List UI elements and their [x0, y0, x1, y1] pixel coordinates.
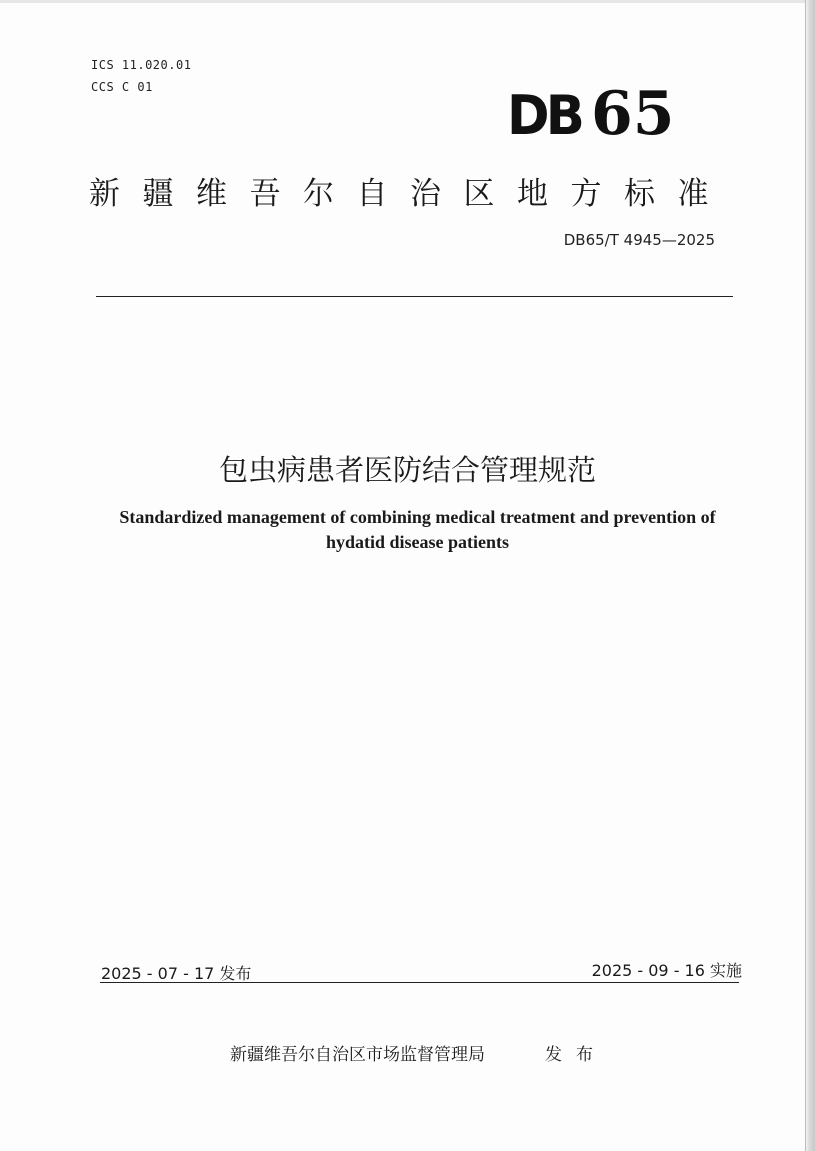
- standard-number: DB65/T 4945—2025: [563, 231, 715, 249]
- title-chinese: 包虫病患者医防结合管理规范: [218, 453, 596, 487]
- logo-number-text: 65: [590, 79, 675, 149]
- ics-code: ICS 11.020.01: [91, 58, 192, 72]
- issuing-action: 发布: [545, 1045, 607, 1065]
- title-english: Standardized management of combining medical treatment and prevention of hydatid disease patients: [119, 507, 716, 552]
- issuing-authority: 新疆维吾尔自治区市场监督管理局: [230, 1045, 485, 1065]
- logo-db-text: DB: [506, 84, 582, 147]
- ccs-code: CCS C 01: [91, 80, 153, 94]
- implementation-date: 2025 - 09 - 16 实施: [591, 961, 742, 980]
- standard-type-heading: 新疆维吾尔自治区地方标准: [89, 176, 731, 212]
- header-rule: [96, 296, 733, 297]
- footer-rule: [100, 982, 739, 983]
- scan-right-edge: [806, 0, 815, 1151]
- issue-date: 2025 - 07 - 17 发布: [101, 964, 252, 983]
- scan-top-edge: [0, 0, 815, 3]
- db65-logo: [505, 79, 675, 149]
